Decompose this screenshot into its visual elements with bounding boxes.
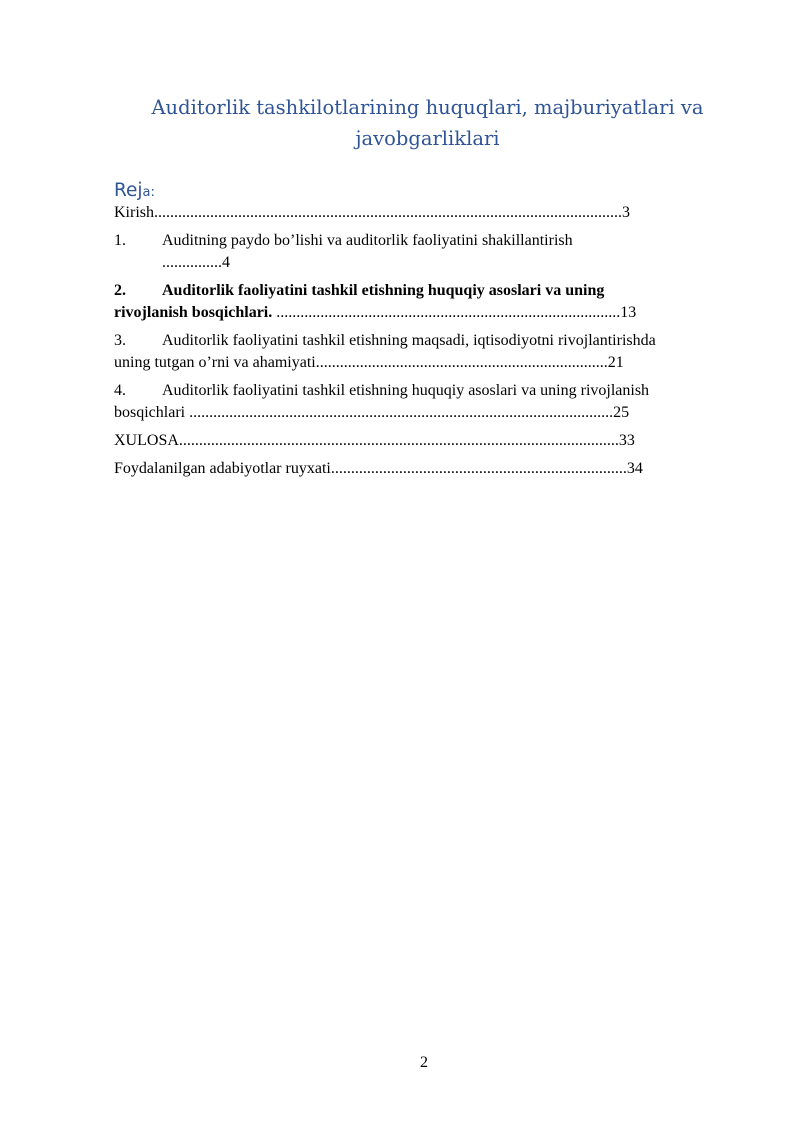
toc-entry-number: 3. (114, 332, 126, 349)
document-title (100, 92, 755, 154)
toc-entry-text: Auditorlik faoliyatini tashkil etishning huquqiy asoslari va uning rivojlanish (162, 382, 650, 399)
toc-entry-3[interactable] (114, 330, 744, 374)
toc-entry-line (114, 380, 744, 402)
toc-entry-introduction[interactable] (114, 202, 744, 224)
title-line-1: Auditorlik tashkilotlarining huquqlari, majburiyatlari va (151, 96, 704, 119)
toc-entry-page-leader: ...............4 (162, 254, 230, 271)
plan-heading (114, 176, 155, 205)
toc-entry-4[interactable] (114, 380, 744, 424)
toc-entry-text: Foydalanilgan adabiyotlar ruyxati..........................................................................34 (114, 460, 643, 477)
toc-entry-text: Auditning paydo bo’lishi va auditorlik faoliyatini shakillantirish (162, 232, 573, 249)
toc-entry-page-leader: ......................................................................................13 (272, 304, 637, 321)
toc-entry-references[interactable] (114, 458, 744, 480)
title-line-2: javobgarliklari (355, 127, 500, 150)
toc-entry-text-continued: rivojlanish bosqichlari. (114, 304, 273, 321)
toc-entry-text: XULOSA..............................................................................................................33 (114, 432, 635, 449)
toc-entry-text: Auditorlik faoliyatini tashkil etishning huquqiy asoslari va uning (162, 282, 605, 299)
toc-entry-line (114, 230, 744, 252)
toc-entry-2[interactable] (114, 280, 744, 324)
plan-heading-main: Rej (114, 180, 143, 201)
toc-entry-conclusion[interactable] (114, 430, 744, 452)
page-number: 2 (420, 1054, 428, 1071)
plan-heading-suffix: a: (142, 185, 155, 200)
toc-entry-text-continued: uning tutgan o’rni va ahamiyati.........................................................................21 (114, 354, 624, 371)
toc-entry-number: 4. (114, 382, 126, 399)
toc-entry-number: 1. (114, 232, 126, 249)
toc-entry-line (114, 330, 744, 352)
toc-entry-1[interactable] (114, 230, 744, 274)
toc-entry-text-continued: bosqichlari ..........................................................................................................25 (114, 404, 630, 421)
toc-entry-text: Kirish.....................................................................................................................3 (114, 204, 630, 221)
toc-entry-number: 2. (114, 282, 126, 299)
toc-entry-text: Auditorlik faoliyatini tashkil etishning maqsadi, iqtisodiyotni rivojlantirishda (162, 332, 656, 349)
table-of-contents (114, 202, 744, 486)
toc-entry-line (114, 280, 744, 302)
toc-entry-line (114, 302, 744, 324)
